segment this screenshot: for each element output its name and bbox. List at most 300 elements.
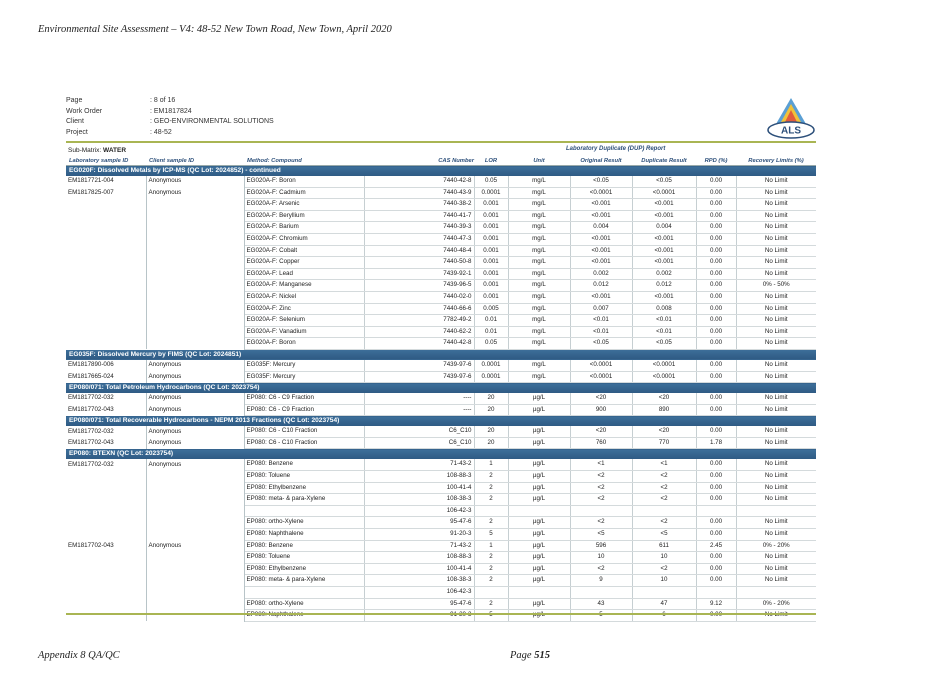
client-sample-id bbox=[146, 210, 244, 222]
lor bbox=[474, 610, 508, 622]
meta-value: : 48-52 bbox=[150, 128, 172, 136]
cas-number bbox=[364, 610, 474, 622]
original-result: <0.05 bbox=[570, 176, 632, 187]
col-header: Laboratory sample ID bbox=[66, 156, 146, 166]
client-sample-id bbox=[146, 268, 244, 280]
rpd bbox=[696, 610, 736, 622]
method-compound: EG020A-F: Chromium bbox=[244, 233, 364, 245]
table-row bbox=[66, 494, 816, 506]
method-compound: EG020A-F: Manganese bbox=[244, 280, 364, 292]
lab-sample-id bbox=[66, 257, 146, 269]
recovery-limits: 0% - 50% bbox=[736, 280, 816, 292]
cas-number: 71-43-2 bbox=[364, 459, 474, 470]
original-result: <20 bbox=[570, 426, 632, 437]
original-result: <0.001 bbox=[570, 245, 632, 257]
unit: µg/L bbox=[508, 482, 570, 494]
lor: 20 bbox=[474, 404, 508, 416]
rpd: 0.00 bbox=[696, 494, 736, 506]
lor: 0.001 bbox=[474, 199, 508, 211]
original-result: <0.001 bbox=[570, 233, 632, 245]
rpd bbox=[696, 505, 736, 517]
cas-number: ---- bbox=[364, 404, 474, 416]
lab-sample-id bbox=[66, 517, 146, 529]
meta-row bbox=[66, 125, 816, 139]
original-result: 596 bbox=[570, 540, 632, 552]
col-header: Client sample ID bbox=[146, 156, 244, 166]
original-result: 0.007 bbox=[570, 303, 632, 315]
rpd: 9.12 bbox=[696, 598, 736, 610]
table-row bbox=[66, 326, 816, 338]
unit: mg/L bbox=[508, 187, 570, 199]
rpd: 0.00 bbox=[696, 291, 736, 303]
client-sample-id bbox=[146, 598, 244, 610]
duplicate-result: <0.05 bbox=[632, 338, 696, 350]
unit: mg/L bbox=[508, 315, 570, 327]
lor: 2 bbox=[474, 482, 508, 494]
table-row bbox=[66, 338, 816, 350]
recovery-limits: No Limit bbox=[736, 371, 816, 383]
rpd: 0.00 bbox=[696, 575, 736, 587]
original-result: <0.0001 bbox=[570, 371, 632, 383]
col-header: Method: Compound bbox=[244, 156, 364, 166]
cas-number: 95-47-6 bbox=[364, 598, 474, 610]
recovery-limits: No Limit bbox=[736, 257, 816, 269]
footer-page bbox=[510, 650, 550, 661]
col-header: Original Result bbox=[570, 156, 632, 166]
lor: 1 bbox=[474, 540, 508, 552]
original-result: 43 bbox=[570, 598, 632, 610]
cas-number: 7440-62-2 bbox=[364, 326, 474, 338]
meta-value: : 8 of 16 bbox=[150, 97, 176, 104]
cas-number: 7439-97-6 bbox=[364, 360, 474, 371]
cas-number: 7439-96-5 bbox=[364, 280, 474, 292]
lab-sample-id bbox=[66, 199, 146, 211]
method-compound: EP080: Ethylbenzene bbox=[244, 482, 364, 494]
lor: 0.01 bbox=[474, 326, 508, 338]
cas-number: C6_C10 bbox=[364, 426, 474, 437]
table-row bbox=[66, 575, 816, 587]
client-sample-id: Anonymous bbox=[146, 459, 244, 470]
lor: 20 bbox=[474, 437, 508, 449]
client-sample-id: Anonymous bbox=[146, 437, 244, 449]
recovery-limits: No Limit bbox=[736, 291, 816, 303]
client-sample-id bbox=[146, 529, 244, 541]
client-sample-id: Anonymous bbox=[146, 404, 244, 416]
lab-sample-id bbox=[66, 505, 146, 517]
section-header-row bbox=[66, 349, 816, 360]
method-compound: EG020A-F: Selenium bbox=[244, 315, 364, 327]
original-result: <20 bbox=[570, 393, 632, 404]
client-sample-id: Anonymous bbox=[146, 393, 244, 404]
client-sample-id: Anonymous bbox=[146, 176, 244, 187]
lab-sample-id bbox=[66, 494, 146, 506]
cas-number: 71-43-2 bbox=[364, 540, 474, 552]
duplicate-result: <2 bbox=[632, 563, 696, 575]
rpd: 0.00 bbox=[696, 280, 736, 292]
cas-number: C6_C10 bbox=[364, 437, 474, 449]
lab-sample-id: EM1817702-032 bbox=[66, 393, 146, 404]
col-header: Recovery Limits (%) bbox=[736, 156, 816, 166]
report-meta bbox=[66, 96, 816, 138]
table-row bbox=[66, 210, 816, 222]
table-row bbox=[66, 471, 816, 483]
lor: 0.001 bbox=[474, 280, 508, 292]
lor: 0.005 bbox=[474, 303, 508, 315]
meta-key: Page bbox=[66, 97, 83, 104]
duplicate-result: 10 bbox=[632, 575, 696, 587]
unit bbox=[508, 587, 570, 599]
original-result: 760 bbox=[570, 437, 632, 449]
table-row bbox=[66, 587, 816, 599]
recovery-limits: No Limit bbox=[736, 303, 816, 315]
lab-sample-id: EM1817702-043 bbox=[66, 404, 146, 416]
lor: 5 bbox=[474, 529, 508, 541]
original-result: <0.001 bbox=[570, 199, 632, 211]
cas-number: 7440-42-8 bbox=[364, 338, 474, 350]
lor: 2 bbox=[474, 471, 508, 483]
duplicate-result bbox=[632, 610, 696, 622]
client-sample-id bbox=[146, 471, 244, 483]
unit: µg/L bbox=[508, 459, 570, 470]
unit: µg/L bbox=[508, 471, 570, 483]
lor: 0.001 bbox=[474, 291, 508, 303]
lor: 0.001 bbox=[474, 257, 508, 269]
recovery-limits: No Limit bbox=[736, 176, 816, 187]
recovery-limits: No Limit bbox=[736, 529, 816, 541]
original-result: <5 bbox=[570, 529, 632, 541]
rpd: 0.00 bbox=[696, 563, 736, 575]
cas-number: 7782-49-2 bbox=[364, 315, 474, 327]
recovery-limits: No Limit bbox=[736, 575, 816, 587]
logo-text: ALS bbox=[781, 125, 801, 137]
method-compound: EG020A-F: Nickel bbox=[244, 291, 364, 303]
method-compound: EP080: Benzene bbox=[244, 540, 364, 552]
section-title: EP080/071: Total Recoverable Hydrocarbons - NEPM 2013 Fractions (QC Lot: 2023754) bbox=[66, 416, 816, 427]
original-result: 0.002 bbox=[570, 268, 632, 280]
table-row bbox=[66, 371, 816, 383]
duplicate-result: <0.01 bbox=[632, 315, 696, 327]
table-row bbox=[66, 176, 816, 187]
duplicate-result: <0.001 bbox=[632, 210, 696, 222]
meta-row bbox=[66, 117, 816, 128]
original-result: 900 bbox=[570, 404, 632, 416]
recovery-limits: No Limit bbox=[736, 315, 816, 327]
original-result: 0.004 bbox=[570, 222, 632, 234]
duplicate-result: 0.004 bbox=[632, 222, 696, 234]
lab-sample-id bbox=[66, 291, 146, 303]
sub-matrix bbox=[68, 147, 126, 154]
duplicate-result bbox=[632, 587, 696, 599]
unit: µg/L bbox=[508, 552, 570, 564]
lab-sample-id: EM1817721-004 bbox=[66, 176, 146, 187]
recovery-limits: No Limit bbox=[736, 563, 816, 575]
cas-number: 95-47-6 bbox=[364, 517, 474, 529]
lab-sample-id bbox=[66, 245, 146, 257]
unit: µg/L bbox=[508, 529, 570, 541]
method-compound: EG020A-F: Boron bbox=[244, 338, 364, 350]
lor: 20 bbox=[474, 426, 508, 437]
rpd: 0.00 bbox=[696, 404, 736, 416]
client-sample-id: Anonymous bbox=[146, 371, 244, 383]
method-compound: EG020A-F: Boron bbox=[244, 176, 364, 187]
client-sample-id: Anonymous bbox=[146, 540, 244, 552]
original-result bbox=[570, 505, 632, 517]
lor: 0.05 bbox=[474, 338, 508, 350]
cas-number: 100-41-4 bbox=[364, 563, 474, 575]
cas-number: 7440-43-9 bbox=[364, 187, 474, 199]
section-header-row bbox=[66, 416, 816, 427]
duplicate-result: <0.001 bbox=[632, 257, 696, 269]
meta-key: Work Order bbox=[66, 107, 103, 115]
method-compound: EP080: ortho-Xylene bbox=[244, 598, 364, 610]
unit: mg/L bbox=[508, 233, 570, 245]
lor: 2 bbox=[474, 517, 508, 529]
unit: µg/L bbox=[508, 437, 570, 449]
recovery-limits: No Limit bbox=[736, 552, 816, 564]
recovery-limits: No Limit bbox=[736, 426, 816, 437]
method-compound: EG035F: Mercury bbox=[244, 360, 364, 371]
unit: µg/L bbox=[508, 540, 570, 552]
original-result: <0.001 bbox=[570, 291, 632, 303]
lab-sample-id: EM1817890-006 bbox=[66, 360, 146, 371]
lab-sample-id bbox=[66, 326, 146, 338]
unit: µg/L bbox=[508, 404, 570, 416]
original-result: <0.01 bbox=[570, 315, 632, 327]
method-compound: EG020A-F: Zinc bbox=[244, 303, 364, 315]
client-sample-id bbox=[146, 563, 244, 575]
unit: mg/L bbox=[508, 303, 570, 315]
original-result: 0.012 bbox=[570, 280, 632, 292]
client-sample-id bbox=[146, 245, 244, 257]
cas-number: 7440-39-3 bbox=[364, 222, 474, 234]
unit: µg/L bbox=[508, 393, 570, 404]
table-row bbox=[66, 517, 816, 529]
table-body bbox=[66, 166, 816, 622]
table-row bbox=[66, 482, 816, 494]
lor: 0.001 bbox=[474, 233, 508, 245]
client-sample-id bbox=[146, 505, 244, 517]
lab-sample-id bbox=[66, 587, 146, 599]
client-sample-id bbox=[146, 233, 244, 245]
recovery-limits: No Limit bbox=[736, 199, 816, 211]
table-row bbox=[66, 437, 816, 449]
method-compound: EG020A-F: Arsenic bbox=[244, 199, 364, 211]
unit: µg/L bbox=[508, 517, 570, 529]
lab-sample-id bbox=[66, 280, 146, 292]
lab-sample-id bbox=[66, 482, 146, 494]
unit: mg/L bbox=[508, 326, 570, 338]
client-sample-id bbox=[146, 494, 244, 506]
unit: mg/L bbox=[508, 222, 570, 234]
meta-value: : GEO-ENVIRONMENTAL SOLUTIONS bbox=[150, 118, 274, 126]
lor bbox=[474, 587, 508, 599]
client-sample-id bbox=[146, 517, 244, 529]
table-row bbox=[66, 404, 816, 416]
client-sample-id: Anonymous bbox=[146, 360, 244, 371]
client-sample-id bbox=[146, 257, 244, 269]
table-row bbox=[66, 598, 816, 610]
lor: 0.001 bbox=[474, 210, 508, 222]
col-header: LOR bbox=[474, 156, 508, 166]
duplicate-result: <0.0001 bbox=[632, 360, 696, 371]
client-sample-id bbox=[146, 326, 244, 338]
unit: mg/L bbox=[508, 280, 570, 292]
original-result: <0.01 bbox=[570, 326, 632, 338]
unit: mg/L bbox=[508, 360, 570, 371]
unit: µg/L bbox=[508, 426, 570, 437]
section-header-row bbox=[66, 166, 816, 177]
table-row bbox=[66, 610, 816, 622]
lab-sample-id bbox=[66, 233, 146, 245]
qc-report bbox=[66, 96, 816, 607]
rpd: 1.78 bbox=[696, 437, 736, 449]
recovery-limits: No Limit bbox=[736, 338, 816, 350]
col-header: CAS Number bbox=[364, 156, 474, 166]
lor: 1 bbox=[474, 459, 508, 470]
recovery-limits bbox=[736, 587, 816, 599]
duplicate-result: <2 bbox=[632, 494, 696, 506]
unit: µg/L bbox=[508, 598, 570, 610]
lab-sample-id bbox=[66, 338, 146, 350]
col-header: Unit bbox=[508, 156, 570, 166]
method-compound: EP080: C6 - C10 Fraction bbox=[244, 426, 364, 437]
footer-page-label: Page bbox=[510, 650, 532, 661]
dup-table bbox=[66, 156, 816, 622]
meta-value: : EM1817824 bbox=[150, 107, 192, 115]
lab-sample-id bbox=[66, 563, 146, 575]
section-title: EG020F: Dissolved Metals by ICP-MS (QC Lot: 2024852) - continued bbox=[66, 166, 816, 177]
cas-number: 7439-92-1 bbox=[364, 268, 474, 280]
method-compound: EG035F: Mercury bbox=[244, 371, 364, 383]
duplicate-result: <0.001 bbox=[632, 199, 696, 211]
method-compound: EP080: Toluene bbox=[244, 552, 364, 564]
original-result: <1 bbox=[570, 459, 632, 470]
lor: 0.05 bbox=[474, 176, 508, 187]
original-result: <0.0001 bbox=[570, 360, 632, 371]
table-row bbox=[66, 233, 816, 245]
table-row bbox=[66, 303, 816, 315]
sub-matrix-value: WATER bbox=[103, 147, 127, 154]
client-sample-id bbox=[146, 610, 244, 622]
method-compound: EP080: meta- & para-Xylene bbox=[244, 494, 364, 506]
unit: mg/L bbox=[508, 210, 570, 222]
unit: mg/L bbox=[508, 257, 570, 269]
lab-sample-id bbox=[66, 610, 146, 622]
footer-appendix: Appendix 8 QA/QC bbox=[38, 650, 120, 661]
unit: mg/L bbox=[508, 291, 570, 303]
col-header: Duplicate Result bbox=[632, 156, 696, 166]
rpd: 0.00 bbox=[696, 233, 736, 245]
original-result: <2 bbox=[570, 471, 632, 483]
duplicate-result: <5 bbox=[632, 529, 696, 541]
table-row bbox=[66, 187, 816, 199]
method-compound: EG020A-F: Barium bbox=[244, 222, 364, 234]
lab-sample-id bbox=[66, 552, 146, 564]
cas-number: ---- bbox=[364, 393, 474, 404]
recovery-limits: No Limit bbox=[736, 517, 816, 529]
cas-number: 7440-42-8 bbox=[364, 176, 474, 187]
cas-number: 7439-97-6 bbox=[364, 371, 474, 383]
method-compound: EP080: Toluene bbox=[244, 471, 364, 483]
method-compound: EP080: Naphthalene bbox=[244, 529, 364, 541]
rpd: 0.00 bbox=[696, 459, 736, 470]
meta-key: Client bbox=[66, 118, 84, 126]
unit: mg/L bbox=[508, 371, 570, 383]
table-row bbox=[66, 315, 816, 327]
table-row bbox=[66, 222, 816, 234]
cas-number: 7440-47-3 bbox=[364, 233, 474, 245]
section-header-row bbox=[66, 449, 816, 460]
recovery-limits: No Limit bbox=[736, 245, 816, 257]
unit: mg/L bbox=[508, 199, 570, 211]
table-row bbox=[66, 268, 816, 280]
method-compound: EG020A-F: Copper bbox=[244, 257, 364, 269]
meta-row bbox=[66, 96, 816, 107]
lab-sample-id: EM1817665-024 bbox=[66, 371, 146, 383]
recovery-limits: No Limit bbox=[736, 437, 816, 449]
method-compound bbox=[244, 587, 364, 599]
section-header-row bbox=[66, 383, 816, 394]
table-row bbox=[66, 245, 816, 257]
unit: µg/L bbox=[508, 575, 570, 587]
rpd: 0.00 bbox=[696, 371, 736, 383]
rpd: 0.00 bbox=[696, 303, 736, 315]
table-row bbox=[66, 563, 816, 575]
duplicate-result: <20 bbox=[632, 393, 696, 404]
unit: mg/L bbox=[508, 176, 570, 187]
original-result bbox=[570, 587, 632, 599]
cas-number: 106-42-3 bbox=[364, 505, 474, 517]
duplicate-result: <2 bbox=[632, 517, 696, 529]
client-sample-id bbox=[146, 280, 244, 292]
original-result: <0.001 bbox=[570, 210, 632, 222]
recovery-limits: No Limit bbox=[736, 233, 816, 245]
client-sample-id bbox=[146, 222, 244, 234]
method-compound bbox=[244, 610, 364, 622]
lab-sample-id bbox=[66, 575, 146, 587]
original-result: 10 bbox=[570, 552, 632, 564]
lor: 0.0001 bbox=[474, 187, 508, 199]
als-logo-icon bbox=[766, 96, 816, 140]
dup-report-title: Laboratory Duplicate (DUP) Report bbox=[566, 146, 666, 152]
cas-number: 7440-48-4 bbox=[364, 245, 474, 257]
cas-number: 108-88-3 bbox=[364, 552, 474, 564]
duplicate-result: <0.01 bbox=[632, 326, 696, 338]
lab-sample-id: EM1817702-032 bbox=[66, 426, 146, 437]
recovery-limits: 0% - 20% bbox=[736, 598, 816, 610]
table-header-row bbox=[66, 156, 816, 166]
rpd: 0.00 bbox=[696, 426, 736, 437]
method-compound: EP080: C6 - C9 Fraction bbox=[244, 404, 364, 416]
table-row bbox=[66, 360, 816, 371]
duplicate-result: 890 bbox=[632, 404, 696, 416]
duplicate-result: <0.0001 bbox=[632, 187, 696, 199]
rpd: 0.00 bbox=[696, 187, 736, 199]
duplicate-result bbox=[632, 505, 696, 517]
rpd: 0.00 bbox=[696, 199, 736, 211]
recovery-limits: No Limit bbox=[736, 459, 816, 470]
original-result: <2 bbox=[570, 517, 632, 529]
lab-sample-id: EM1817702-043 bbox=[66, 437, 146, 449]
rpd: 0.00 bbox=[696, 393, 736, 404]
cas-number: 7440-50-8 bbox=[364, 257, 474, 269]
rpd: 0.00 bbox=[696, 338, 736, 350]
col-header: RPD (%) bbox=[696, 156, 736, 166]
lor: 2 bbox=[474, 575, 508, 587]
cas-number: 100-41-4 bbox=[364, 482, 474, 494]
unit: mg/L bbox=[508, 245, 570, 257]
lor: 2 bbox=[474, 563, 508, 575]
